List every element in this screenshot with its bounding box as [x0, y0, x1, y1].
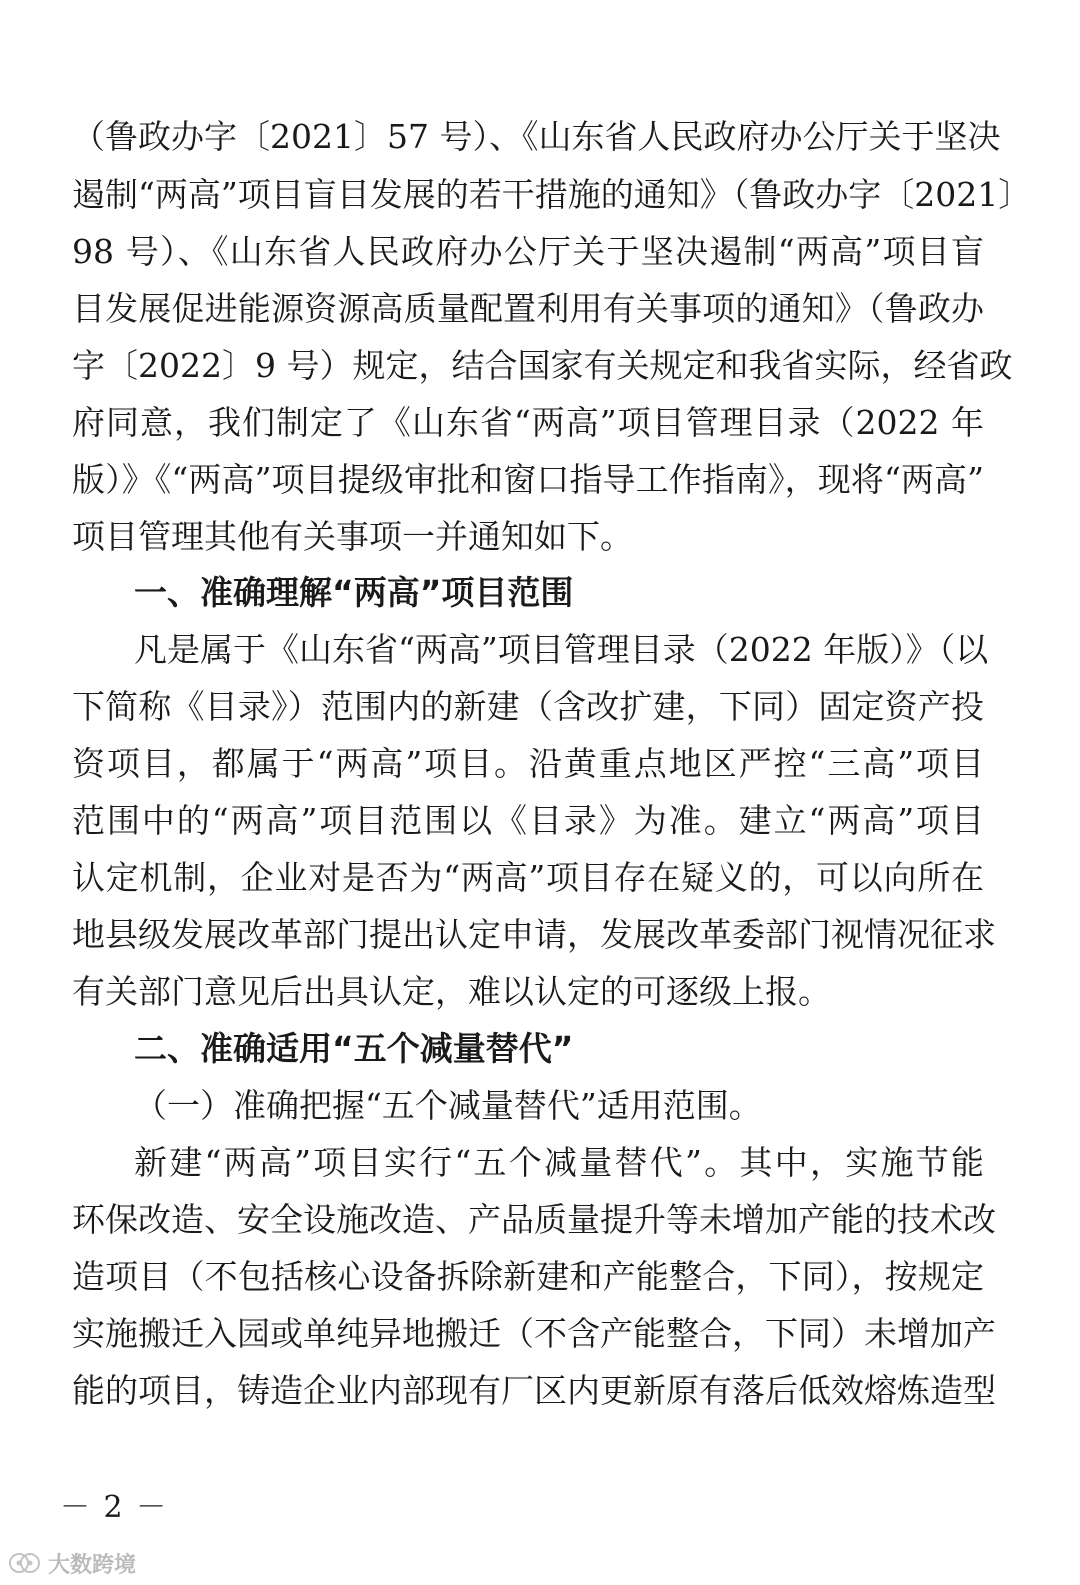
- body-text-line: 凡是属于《山东省“两高”项目管理目录（2022 年版）》（以: [134, 630, 989, 669]
- body-text-line: 项目管理其他有关事项一并通知如下。: [72, 517, 633, 556]
- watermark-logo-icon: [8, 1550, 42, 1576]
- body-text-line: 范围中的“两高”项目范围以《目录》为准。建立“两高”项目: [72, 801, 984, 840]
- body-text-line: 府同意，我们制定了《山东省“两高”项目管理目录（2022 年: [72, 403, 984, 442]
- body-text-line: 环保改造、安全设施改造、产品质量提升等未增加产能的技术改: [72, 1200, 996, 1239]
- body-text-line: 认定机制，企业对是否为“两高”项目存在疑义的，可以向所在: [72, 858, 984, 897]
- body-text-line: 目发展促进能源资源高质量配置利用有关事项的通知》（鲁政办: [72, 289, 984, 328]
- section-heading-2: 二、准确适用“五个减量替代”: [134, 1029, 574, 1068]
- subsection-heading: （一）准确把握“五个减量替代”适用范围。: [134, 1086, 762, 1125]
- body-text-line: 有关部门意见后出具认定，难以认定的可逐级上报。: [72, 972, 831, 1011]
- body-text-line: （鲁政办字〔2021〕57 号）、《山东省人民政府办公厅关于坚决: [72, 117, 1001, 156]
- body-text-line: 遏制“两高”项目盲目发展的若干措施的通知》（鲁政办字〔2021〕: [72, 175, 1032, 214]
- body-text-line: 新建“两高”项目实行“五个减量替代”。其中，实施节能: [134, 1143, 984, 1182]
- body-text-line: 能的项目，铸造企业内部现有厂区内更新原有落后低效熔炼造型: [72, 1371, 996, 1410]
- body-text-line: 98 号）、《山东省人民政府办公厅关于坚决遏制“两高”项目盲: [72, 232, 984, 271]
- body-text-line: 版）》《“两高”项目提级审批和窗口指导工作指南》，现将“两高”: [72, 460, 984, 499]
- section-heading-1: 一、准确理解“两高”项目范围: [134, 573, 574, 612]
- watermark: [8, 1548, 136, 1578]
- body-text-line: 下简称《目录》）范围内的新建（含改扩建，下同）固定资产投: [72, 687, 984, 726]
- body-text-line: 字〔2022〕9 号）规定，结合国家有关规定和我省实际，经省政: [72, 346, 1013, 385]
- body-text-line: 地县级发展改革部门提出认定申请，发展改革委部门视情况征求: [72, 915, 996, 954]
- body-text-line: 造项目（不包括核心设备拆除新建和产能整合，下同），按规定: [72, 1257, 984, 1296]
- body-text-line: 资项目，都属于“两高”项目。沿黄重点地区严控“三高”项目: [72, 744, 984, 783]
- body-text-line: 实施搬迁入园或单纯异地搬迁（不含产能整合，下同）未增加产: [72, 1314, 996, 1353]
- page-number: － 2 －: [60, 1490, 169, 1525]
- watermark-text: 大数跨境: [48, 1552, 137, 1578]
